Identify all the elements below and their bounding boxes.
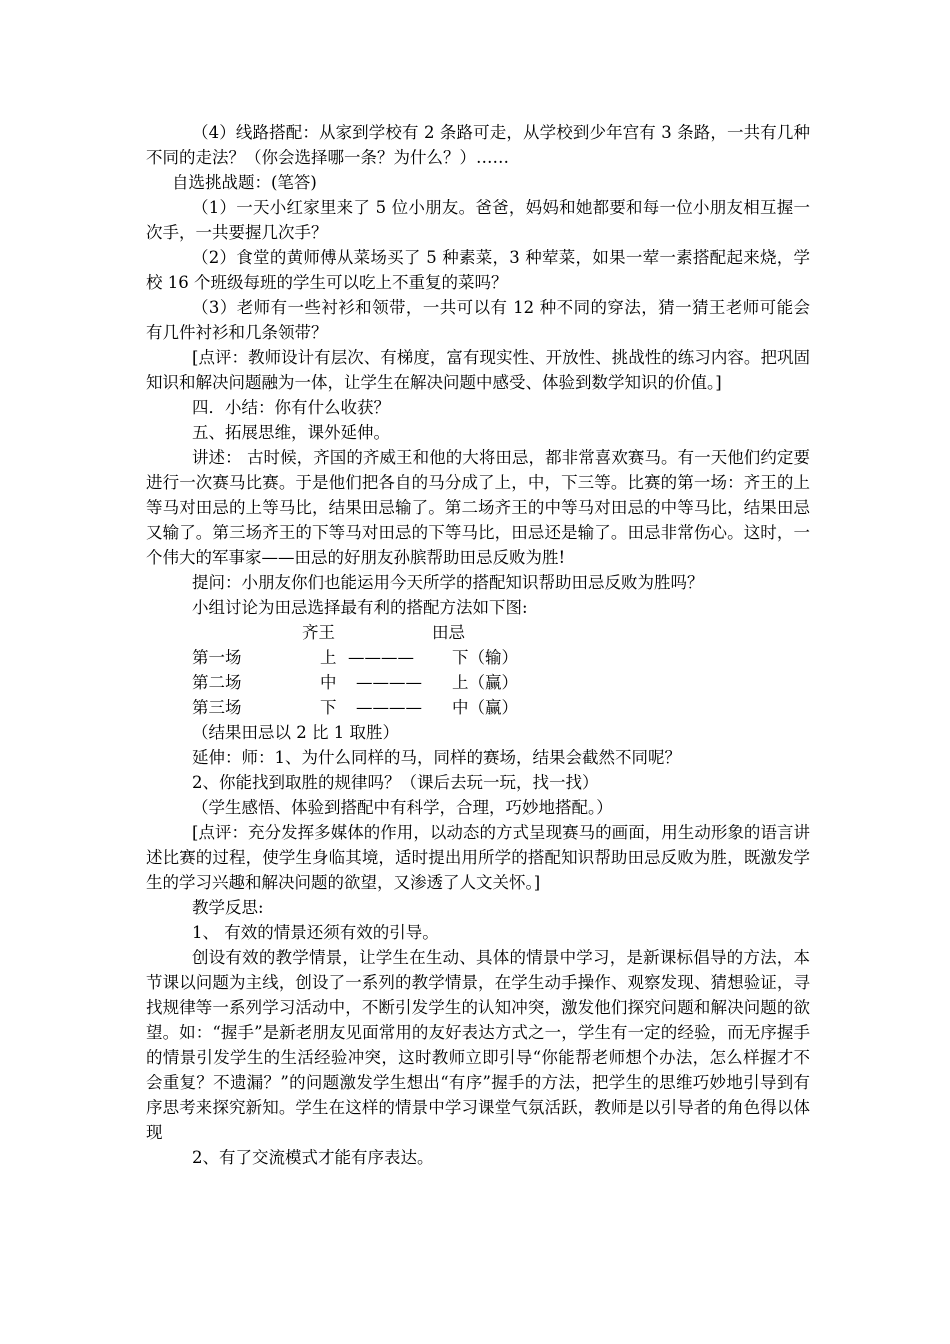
discussion-intro: 小组讨论为田忌选择最有利的搭配方法如下图: [192,598,528,617]
student-insight: （学生感悟、体验到搭配中有科学，合理，巧妙地搭配。） [192,798,613,817]
question-text: 提问：小朋友你们也能运用今天所学的搭配知识帮助田忌反败为胜吗？ [192,573,704,592]
reflection-heading: 教学反思: [192,898,264,917]
exercise-route-matching: （4）线路搭配：从家到学校有 2 条路可走，从学校到少年宫有 3 条路，一共有几种不同的走法？（你会选择哪一条？为什么？）…… [146,123,810,167]
story-narration: 讲述： 古时候，齐国的齐威王和他的大将田忌，都非常喜欢赛马。有一天他们约定要进行一次赛马比赛。于是他们把各自的马分成了上，中，下三等。比赛的第一场：齐王的上等马对田忌的上等马比，结果田忌输了。第二场齐王的中等马对田忌的中等马比，结果田忌又输了。第三场齐王的下等马对田忌的下等马比，田忌还是输了。田忌非常伤心。这时，一个伟大的军事家——田忌的好朋友孙膑帮助田忌反败为胜! [146,448,810,567]
dash-line: ———— [356,698,422,717]
game-label: 第三场 [192,698,242,717]
header-tian-ji: 田忌 [432,623,465,642]
challenge-item-1: （1）一天小红家里来了 5 位小朋友。爸爸，妈妈和她都要和每一位小朋友相互握一次手，一共要握几次手？ [146,198,810,242]
reflection-body: 创设有效的教学情景，让学生在生动、具体的情景中学习，是新课标倡导的方法，本节课以问题为主线，创设了一系列的教学情景，在学生动手操作、观察发现、猜想验证，寻找规律等一系列学习活动中，不断引发学生的认知冲突，激发他们探究问题和解决问题的欲望。如：“握手”是新老朋友见面常用的友好表达方式之一，学生有一定的经验，而无序握手的情景引发学生的生活经验冲突，这时教师立即引导“你能帮老师想个办法，怎么样握才不会重复？不遗漏？”的问题激发学生想出“有序”握手的方法，把学生的思维巧妙地引导到有序思考来探究新知。学生在这样的情景中学习课堂气氛活跃，教师是以引导者的角色得以体现 [146,948,810,1142]
section-extension: 五、拓展思维，课外延伸。 [192,423,390,442]
horse-match-table [146,620,810,720]
challenge-item-3: （3）老师有一些衬衫和领带，一共可以有 12 种不同的穿法，猜一猜王老师可能会有几件衬衫和几条领带？ [146,298,810,342]
game-label: 第二场 [192,673,242,692]
challenge-item-2: （2）食堂的黄师傅从菜场买了 5 种素菜，3 种荤菜，如果一荤一素搭配起来烧，学校 16 个班级每班的学生可以吃上不重复的菜吗？ [146,248,810,292]
tian-horse-result: 下（输） [452,648,518,667]
challenge-heading: 自选挑战题：(笔答) [172,173,317,192]
document-page [146,120,810,1170]
section-summary: 四．小结：你有什么收获？ [192,398,390,417]
extension-question-2: 2、你能找到取胜的规律吗？（课后去玩一玩，找一找） [192,773,599,792]
tian-horse-result: 中（赢） [452,698,518,717]
extension-question-1: 延伸：师：1、为什么同样的马，同样的赛场，结果会截然不同呢？ [192,748,681,767]
tian-horse-result: 上（赢） [452,673,518,692]
qi-horse: 中 [320,673,337,692]
header-qi-wang: 齐王 [302,623,335,642]
dash-line: ———— [348,648,414,667]
qi-horse: 下 [320,698,337,717]
qi-horse: 上 [320,648,337,667]
dash-line: ———— [356,673,422,692]
reflection-point-1: 1、 有效的情景还须有效的引导。 [192,923,439,942]
reflection-point-2: 2、有了交流模式才能有序表达。 [192,1148,434,1167]
game-label: 第一场 [192,648,242,667]
match-result: （结果田忌以 2 比 1 取胜） [192,723,399,742]
comment-1: [点评：教师设计有层次、有梯度，富有现实性、开放性、挑战性的练习内容。把巩固知识和解决问题融为一体，让学生在解决问题中感受、体验到数学知识的价值。] [146,348,810,392]
comment-2: [点评：充分发挥多媒体的作用，以动态的方式呈现赛马的画面，用生动形象的语言讲述比赛的过程，使学生身临其境，适时提出用所学的搭配知识帮助田忌反败为胜，既激发学生的学习兴趣和解决问题的欲望，又渗透了人文关怀。] [146,823,810,892]
